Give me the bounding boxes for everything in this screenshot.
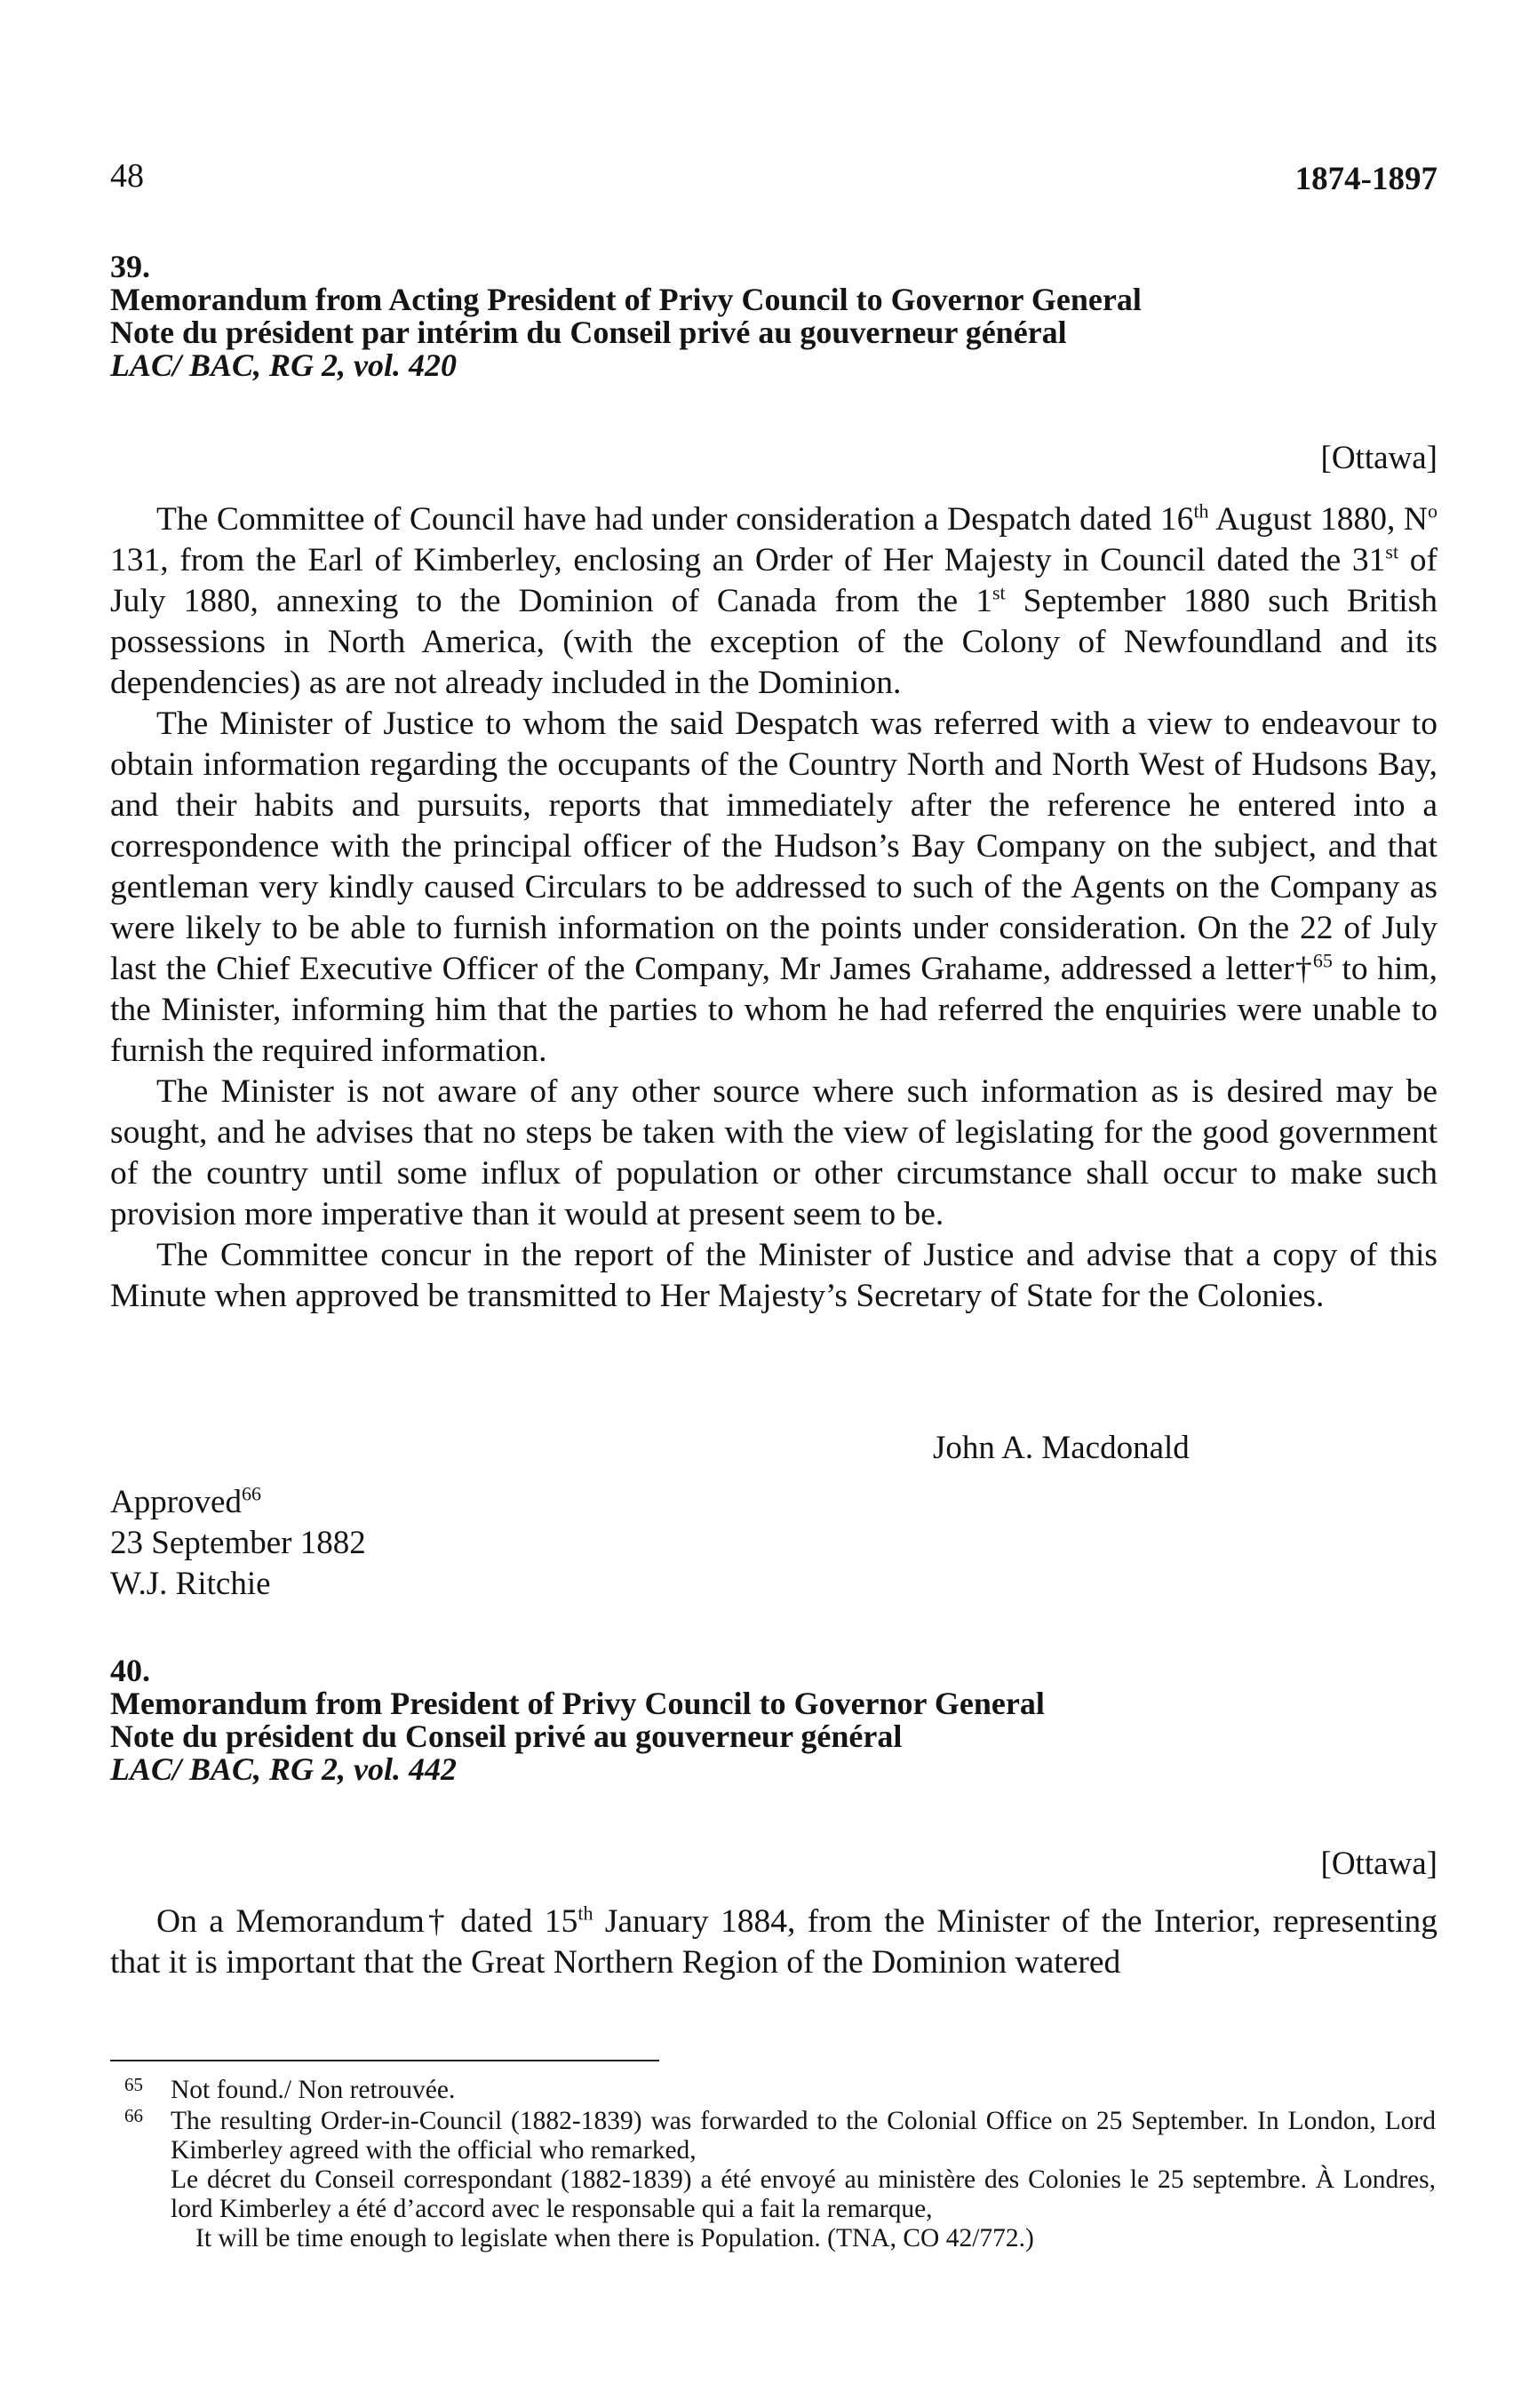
doc40-title-en: Memorandum from President of Privy Council to Governor General bbox=[110, 1686, 1045, 1721]
doc39-approval-block bbox=[110, 1482, 366, 1605]
footnote-ref-66[interactable]: 66 bbox=[241, 1482, 261, 1505]
doc40-heading bbox=[110, 1655, 1045, 1786]
doc39-paragraph-4: The Committee concur in the report of the Minister of Justice and advise that a copy of this Minute when approved be transmitted to Her Majesty’s Secretary of State for the Colonies. bbox=[110, 1237, 1437, 1314]
footnote-divider bbox=[110, 2060, 659, 2061]
doc40-title-fr: Note du président du Conseil privé au gouverneur général bbox=[110, 1718, 903, 1754]
page-number: 48 bbox=[110, 157, 144, 195]
doc39-signature: John A. Macdonald bbox=[933, 1430, 1190, 1466]
doc39-title-en: Memorandum from Acting President of Privy Council to Governor General bbox=[110, 282, 1142, 317]
doc39-body bbox=[110, 499, 1437, 1317]
doc40-archive-ref: LAC/ BAC, RG 2, vol. 442 bbox=[110, 1751, 458, 1787]
footnote-text-fr: Le décret du Conseil correspondant (1882-1839) a été envoyé au ministère des Colonies le 25 septembre. À Londres, lord Kimberley a été d’accord avec le responsable qui a fait la remarque, bbox=[171, 2165, 1436, 2223]
footnote-65 bbox=[124, 2076, 1436, 2105]
doc39-place: [Ottawa] bbox=[1320, 440, 1437, 476]
footnote-quote: It will be time enough to legislate when there is Population. (TNA, CO 42/772.) bbox=[195, 2224, 1034, 2253]
footnote-ref-65[interactable]: 65 bbox=[1312, 949, 1333, 972]
approved-by: W.J. Ritchie bbox=[110, 1566, 271, 1602]
doc40-place: [Ottawa] bbox=[1320, 1846, 1437, 1882]
running-header-date-range: 1874-1897 bbox=[1294, 161, 1437, 197]
doc39-paragraph-3: The Minister is not aware of any other source where such information as is desired may be sought, and he advises that no steps be taken with the view of legislating for the good government of the country until some influx of population or other circumstance shall occur to make such provision more imperative than it would at present seem to be. bbox=[110, 1073, 1437, 1232]
footnote-number: 65 bbox=[124, 2074, 143, 2095]
footnote-text: Not found./ Non retrouvée. bbox=[171, 2076, 456, 2104]
doc39-number: 39. bbox=[110, 249, 150, 284]
doc39-title-fr: Note du président par intérim du Conseil privé au gouverneur général bbox=[110, 315, 1067, 350]
doc39-paragraph-2: The Minister of Justice to whom the said Despatch was referred with a view to endeavour to obtain information regarding the occupants of the Country North and North West of Hudsons Bay, and their habits and pursuits, reports that immediately after the reference he entered into a correspondence with the principal officer of the Hudson’s Bay Company on the subject, and that gentleman very kindly caused Circulars to be addressed to such of the Agents on the Company as were likely to be able to furnish information on the points under consideration. On the 22 of July last the Chief Executive Officer of the Company, Mr James Grahame, addressed a letter†$^{65}$ to him, the Minister, informing him that the parties to whom he had referred the enquiries were unable to furnish the required information. bbox=[110, 706, 1437, 1069]
footnotes bbox=[124, 2076, 1436, 2255]
doc40-body bbox=[110, 1902, 1437, 1983]
footnote-66 bbox=[124, 2107, 1436, 2253]
doc40-number: 40. bbox=[110, 1653, 150, 1688]
approved-label: Approved bbox=[110, 1484, 242, 1520]
doc39-archive-ref: LAC/ BAC, RG 2, vol. 420 bbox=[110, 347, 458, 383]
footnote-text-en: The resulting Order-in-Council (1882-1839) was forwarded to the Colonial Office on 25 September. In London, Lord Kimberley agreed with the official who remarked, bbox=[171, 2107, 1436, 2165]
doc39-heading bbox=[110, 251, 1142, 382]
doc39-paragraph-1: The Committee of Council have had under consideration a Despatch dated 16th August 1880, $N^o$ 131, from the Earl of Kimberley, enclosing an Order of Her Majesty in Council dated the 31st of July 1880, annexing to the Dominion of Canada from the 1st September 1880 such British possessions in North America, (with the exception of the Colony of Newfoundland and its dependencies) as are not already included in the Dominion. bbox=[110, 499, 1438, 701]
doc40-paragraph-1: On a Memorandum† dated 15th January 1884, from the Minister of the Interior, representing that it is important that the Great Northern Region of the Dominion watered bbox=[110, 1902, 1437, 1981]
approved-date: 23 September 1882 bbox=[110, 1525, 366, 1561]
footnote-number: 66 bbox=[124, 2105, 143, 2126]
